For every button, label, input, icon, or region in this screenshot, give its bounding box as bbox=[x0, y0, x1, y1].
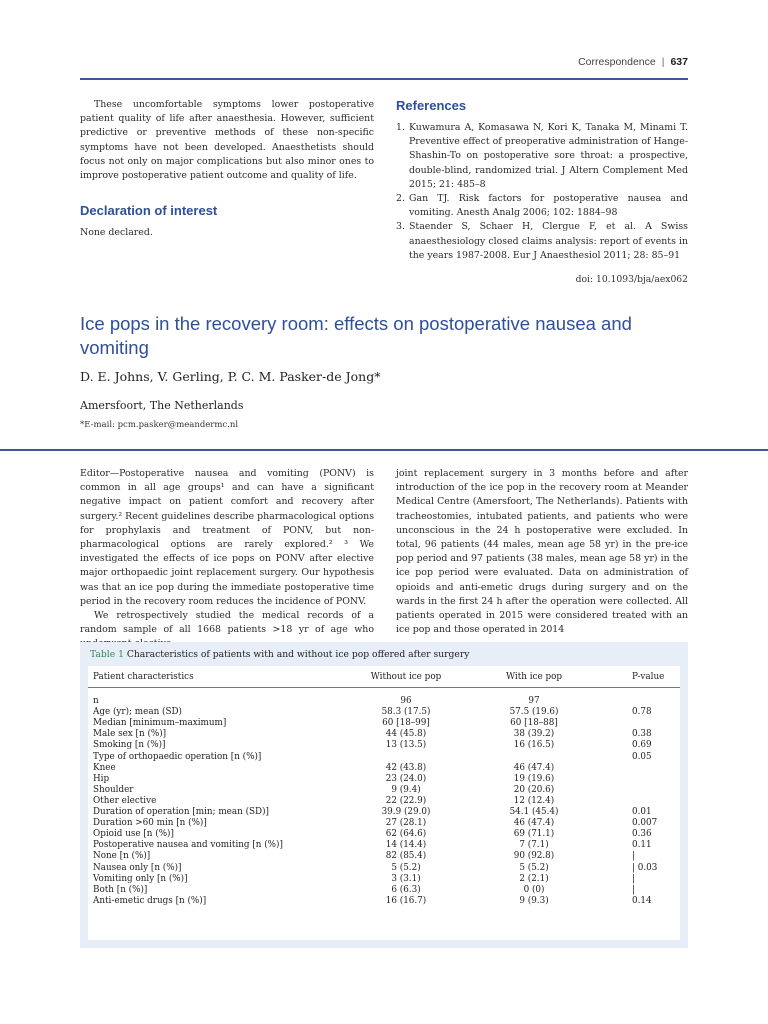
corresponding-email: *E-mail: pcm.pasker@meandermc.nl bbox=[80, 420, 239, 430]
table-cell-p bbox=[598, 796, 680, 807]
table-1 bbox=[80, 642, 688, 948]
table-cell-without: 62 (64.6) bbox=[385, 829, 427, 840]
table-cell-label: Type of orthopaedic operation [n (%)] bbox=[93, 751, 262, 762]
table-cell-label: Shoulder bbox=[93, 784, 134, 795]
column-header: Without ice pop bbox=[342, 666, 470, 688]
table-cell-with: 57.5 (19.6) bbox=[509, 707, 559, 718]
table-cell-label: n bbox=[93, 696, 99, 707]
table-row bbox=[88, 688, 680, 708]
table-cell-p: | bbox=[632, 851, 635, 862]
table-cell-without: 96 bbox=[400, 696, 412, 707]
table-cell-label: Postoperative nausea and vomiting [n (%)] bbox=[93, 840, 283, 851]
table-cell-label: Other elective bbox=[93, 795, 157, 806]
table-cell-without: 27 (28.1) bbox=[385, 818, 427, 829]
table-cell-without: 5 (5.2) bbox=[391, 862, 421, 873]
table-cell-with: 69 (71.1) bbox=[513, 829, 555, 840]
table-cell-without: 42 (43.8) bbox=[385, 762, 427, 773]
reference-item: 1. Kuwamura A, Komasawa N, Kori K, Tanaka M, Minami T. Preventive effect of preoperative administration of Hange-Shashin-To on postoperative sore throat: a prospective, double-blind, randomized trial. J Altern Complement Med 2015; 21: 485–8 bbox=[396, 122, 688, 190]
body-paragraph: joint replacement surgery in 3 months before and after introduction of the ice pop in the recovery room at Meander Medical Centre (Amersfoort, The Netherlands). Patients with tracheostomies, intubated patients, and patients who were unconscious in the 24 h postoperative were excluded. In total, 96 patients (44 males, mean age 58 yr) in the pre-ice pop period and 97 patients (38 males, mean age 58 yr) in the ice pop period were evaluated. Data on administration of opioids and anti-emetic drugs during surgery and on the wards in the first 24 h after the operation were collected. All patients operated in 2015 were considered treated with an ice pop and those operated in 2014 bbox=[396, 468, 688, 636]
table-cell-label: Knee bbox=[93, 762, 116, 773]
table-cell-without: 44 (45.8) bbox=[385, 729, 427, 740]
closing-paragraph: These uncomfortable symptoms lower postoperative patient quality of life after anaesthesia. However, sufficient predictive or preventive methods of these non-specific symptoms have not been developed. Anaesthetists should focus not only on major complications but also minor ones to improve postoperative patient outcome and quality of life. bbox=[80, 99, 374, 182]
table-cell-without bbox=[342, 752, 470, 763]
running-header bbox=[578, 56, 688, 68]
table-cell-p: 0.01 bbox=[632, 807, 652, 818]
column-header: P-value bbox=[598, 666, 680, 688]
table-cell-label: Median [minimum–maximum] bbox=[93, 718, 227, 729]
table-cell-with: 12 (12.4) bbox=[513, 795, 555, 806]
table-cell-without: 13 (13.5) bbox=[385, 740, 427, 751]
table-cell-p bbox=[598, 763, 680, 774]
table-cell-label: Age (yr); mean (SD) bbox=[93, 707, 182, 718]
table-row bbox=[88, 818, 680, 829]
table-row bbox=[88, 885, 680, 896]
declaration-text: None declared. bbox=[80, 227, 153, 239]
body-right-column bbox=[396, 467, 688, 637]
table-label: Table 1 bbox=[90, 649, 124, 660]
table-cell-p: 0.11 bbox=[632, 840, 652, 851]
table-cell-label: Vomiting only [n (%)] bbox=[93, 873, 188, 884]
table-row bbox=[88, 785, 680, 796]
declaration-heading: Declaration of interest bbox=[80, 203, 218, 219]
table-row bbox=[88, 707, 680, 718]
reference-item: 3. Staender S, Schaer H, Clergue F, et al. A Swiss anaesthesiology closed claims analysis: report of events in the years 1987-2008. Eur J Anaesthesiol 2011; 28: 85–91 bbox=[396, 221, 688, 261]
table-cell-p: | bbox=[632, 884, 635, 895]
table-cell-without: 6 (6.3) bbox=[391, 884, 421, 895]
table-cell-with: 60 [18–88] bbox=[510, 718, 558, 729]
table-cell-with: 97 bbox=[528, 696, 540, 707]
article-title: Ice pops in the recovery room: effects on postoperative nausea and vomiting bbox=[80, 313, 632, 358]
table-cell-p bbox=[598, 774, 680, 785]
body-left-column bbox=[80, 467, 374, 652]
table-cell-label: Opioid use [n (%)] bbox=[93, 829, 174, 840]
page-number: 637 bbox=[670, 56, 688, 68]
column-header: Patient characteristics bbox=[88, 666, 342, 688]
references-list bbox=[396, 121, 688, 263]
table-cell-label: None [n (%)] bbox=[93, 851, 151, 862]
table-row bbox=[88, 763, 680, 774]
table-caption-text: Characteristics of patients with and without ice pop offered after surgery bbox=[126, 649, 470, 660]
table-header-row bbox=[88, 666, 680, 688]
table-cell-p bbox=[598, 688, 680, 708]
table-cell-without: 22 (22.9) bbox=[385, 795, 427, 806]
table-caption bbox=[90, 649, 469, 660]
body-paragraph: Editor—Postoperative nausea and vomiting (PONV) is common in all age groups¹ and can have a significant negative impact on patient comfort and recovery after surgery.² Recent guidelines describe pharmacological options for prophylaxis and treatment of PONV, but non-pharmacological options are rarely explored.² ³ We investigated the effects of ice pops on PONV after elective major orthopaedic joint replacement surgery. Our hypothesis was that an ice pop during the immediate postoperative time period in the recovery room reduces the incidence of PONV. bbox=[80, 468, 374, 607]
table-cell-without: 3 (3.1) bbox=[391, 873, 421, 884]
table-cell-label: Duration of operation [min; mean (SD)] bbox=[93, 807, 269, 818]
table-row bbox=[88, 740, 680, 751]
table-row bbox=[88, 851, 680, 862]
table-cell-label: Smoking [n (%)] bbox=[93, 740, 166, 751]
table-body-panel bbox=[88, 666, 680, 940]
table-cell-with: 5 (5.2) bbox=[519, 862, 549, 873]
table-cell-p: 0.38 bbox=[632, 729, 652, 740]
table-row bbox=[88, 896, 680, 907]
table-row bbox=[88, 863, 680, 874]
table-cell-with: 38 (39.2) bbox=[513, 729, 555, 740]
table-cell-without: 9 (9.4) bbox=[391, 784, 421, 795]
table-cell-p bbox=[598, 785, 680, 796]
table-row bbox=[88, 840, 680, 851]
article-rule bbox=[0, 449, 768, 451]
table-cell-with: 20 (20.6) bbox=[513, 784, 555, 795]
table-cell-p: | 0.03 bbox=[632, 862, 658, 873]
table-cell-without: 23 (24.0) bbox=[385, 773, 427, 784]
table-cell-p: 0.14 bbox=[632, 895, 652, 906]
table-cell-p: 0.007 bbox=[632, 818, 658, 829]
reference-item: 2. Gan TJ. Risk factors for postoperative nausea and vomiting. Anesth Analg 2006; 102: 1884–98 bbox=[396, 193, 688, 219]
table-cell-p: 0.69 bbox=[632, 740, 652, 751]
characteristics-table bbox=[88, 666, 680, 907]
table-cell-p bbox=[598, 718, 680, 729]
table-cell-p: 0.05 bbox=[632, 751, 652, 762]
table-row bbox=[88, 829, 680, 840]
table-cell-p: 0.78 bbox=[632, 707, 652, 718]
table-cell-with: 19 (19.6) bbox=[513, 773, 555, 784]
table-cell-without: 39.9 (29.0) bbox=[381, 807, 431, 818]
table-cell-p: | bbox=[632, 873, 635, 884]
table-cell-without: 82 (85.4) bbox=[385, 851, 427, 862]
column-header: With ice pop bbox=[470, 666, 598, 688]
table-row bbox=[88, 752, 680, 763]
table-cell-label: Duration >60 min [n (%)] bbox=[93, 818, 207, 829]
table-cell-label: Male sex [n (%)] bbox=[93, 729, 167, 740]
table-cell-label: Anti-emetic drugs [n (%)] bbox=[93, 895, 207, 906]
top-rule bbox=[80, 78, 688, 80]
table-cell-without: 58.3 (17.5) bbox=[381, 707, 431, 718]
doi: doi: 10.1093/bja/aex062 bbox=[575, 274, 688, 285]
table-row bbox=[88, 774, 680, 785]
table-cell-label: Hip bbox=[93, 773, 110, 784]
table-cell-with: 0 (0) bbox=[523, 884, 545, 895]
table-cell-label: Both [n (%)] bbox=[93, 884, 148, 895]
table-row bbox=[88, 807, 680, 818]
table-cell-with: 54.1 (45.4) bbox=[509, 807, 559, 818]
table-cell-with: 46 (47.4) bbox=[513, 818, 555, 829]
table-cell-with: 7 (7.1) bbox=[519, 840, 549, 851]
table-cell-with: 2 (2.1) bbox=[519, 873, 549, 884]
table-cell-without: 14 (14.4) bbox=[385, 840, 427, 851]
authors: D. E. Johns, V. Gerling, P. C. M. Pasker-de Jong* bbox=[80, 369, 381, 384]
table-row bbox=[88, 874, 680, 885]
table-cell-with: 9 (9.3) bbox=[519, 895, 549, 906]
references-heading: References bbox=[396, 98, 467, 113]
header-separator: | bbox=[661, 56, 665, 68]
table-cell-with bbox=[470, 752, 598, 763]
table-row bbox=[88, 718, 680, 729]
previous-article-end bbox=[80, 98, 374, 240]
affiliation: Amersfoort, The Netherlands bbox=[80, 399, 244, 412]
body-paragraph: We retrospectively studied the medical records of a random sample of all 1668 patients >18 yr of age who bbox=[80, 610, 374, 636]
table-cell-without: 60 [18–99] bbox=[382, 718, 430, 729]
table-row bbox=[88, 796, 680, 807]
table-cell-p: 0.36 bbox=[632, 829, 652, 840]
table-row bbox=[88, 729, 680, 740]
table-cell-with: 90 (92.8) bbox=[513, 851, 555, 862]
references-section bbox=[396, 98, 688, 263]
table-cell-without: 16 (16.7) bbox=[385, 895, 427, 906]
section-name: Correspondence bbox=[578, 56, 656, 68]
table-cell-with: 46 (47.4) bbox=[513, 762, 555, 773]
table-cell-with: 16 (16.5) bbox=[513, 740, 555, 751]
table-cell-label: Nausea only [n (%)] bbox=[93, 862, 182, 873]
